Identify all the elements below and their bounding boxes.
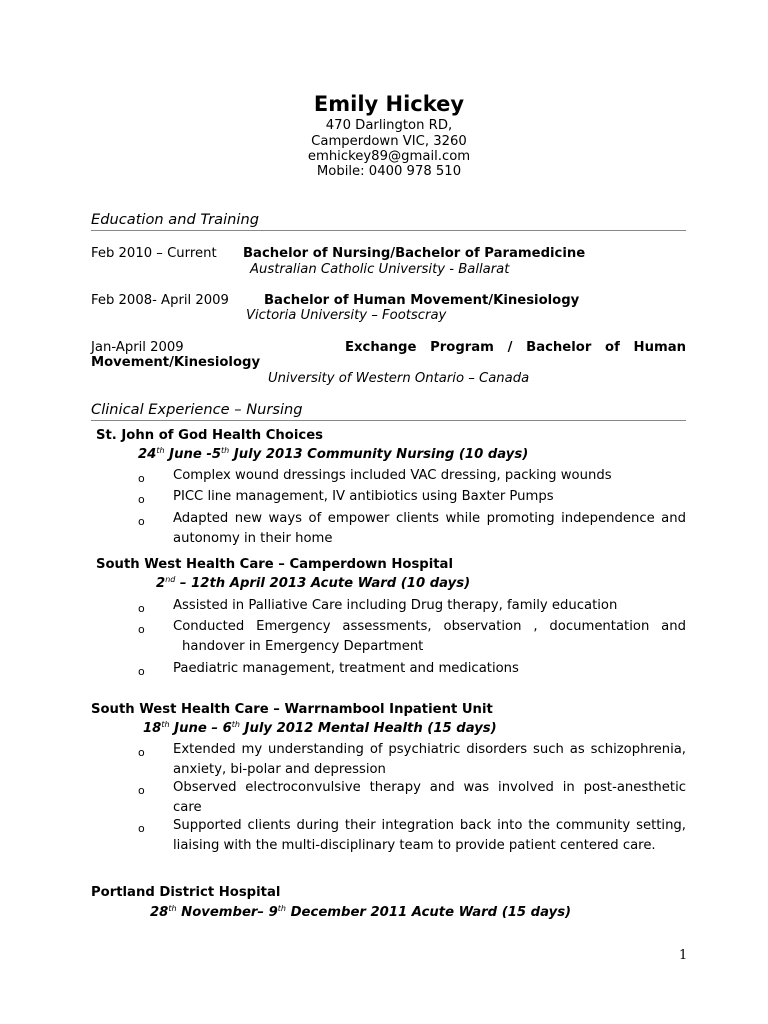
bullet-icon: o	[138, 472, 145, 485]
education-dates: Jan-April 2009	[91, 340, 184, 355]
bullet-icon: o	[138, 602, 145, 615]
bullet-icon: o	[138, 623, 145, 636]
address-line-1: 470 Darlington RD,	[325, 118, 453, 133]
placement-organisation: St. John of God Health Choices	[96, 428, 323, 443]
placement-duty: Paediatric management, treatment and medications	[173, 661, 519, 676]
placement-dates: 2nd – 12th April 2013 Acute Ward (10 days)	[156, 575, 471, 591]
placement-duty: PICC line management, IV antibiotics using Baxter Pumps	[173, 489, 554, 504]
email-address: emhickey89@gmail.com	[307, 149, 471, 164]
clinical-heading: Clinical Experience – Nursing	[91, 401, 303, 418]
education-degree: Exchange Program / Bachelor of Human	[345, 340, 686, 355]
placement-duty: Assisted in Palliative Care including Drug therapy, family education	[173, 598, 618, 613]
placement-dates: 28th November– 9th December 2011 Acute Ward (15 days)	[150, 904, 572, 920]
placement-duty: Adapted new ways of empower clients while promoting independence and autonomy in their home	[173, 511, 686, 546]
placement-duty: Supported clients during their integration back into the community setting, liaising with the multi-disciplinary team to provide patient centered care.	[173, 818, 686, 853]
placement-dates: 24th June -5th July 2013 Community Nursing (10 days)	[138, 446, 529, 462]
bullet-icon: o	[138, 665, 145, 678]
section-divider	[91, 230, 686, 231]
placement-organisation: South West Health Care – Warrnambool Inpatient Unit	[91, 702, 493, 717]
placement-duty: Conducted Emergency assessments, observation , documentation and	[173, 619, 686, 634]
education-institution: University of Western Ontario – Canada	[268, 371, 530, 386]
placement-dates: 18th June – 6th July 2012 Mental Health (15 days)	[143, 720, 497, 736]
bullet-icon: o	[138, 515, 145, 528]
mobile-number: Mobile: 0400 978 510	[316, 164, 462, 179]
bullet-icon: o	[138, 746, 145, 759]
bullet-icon: o	[138, 493, 145, 506]
placement-duty: Observed electroconvulsive therapy and was involved in post-anesthetic care	[173, 780, 686, 815]
placement-duty-continued: handover in Emergency Department	[182, 639, 424, 654]
placement-organisation: South West Health Care – Camperdown Hospital	[96, 557, 453, 572]
education-institution: Australian Catholic University - Ballarat	[250, 262, 510, 277]
page-number: 1	[679, 948, 688, 963]
section-divider	[91, 420, 686, 421]
education-degree-continued: Movement/Kinesiology	[91, 355, 261, 370]
education-dates: Feb 2010 – Current	[91, 246, 217, 261]
placement-organisation: Portland District Hospital	[91, 885, 281, 900]
bullet-icon: o	[138, 822, 145, 835]
candidate-name: Emily Hickey	[313, 92, 465, 116]
education-heading: Education and Training	[91, 211, 259, 228]
placement-duty: Extended my understanding of psychiatric disorders such as schizophrenia, anxiety, bi-polar and depression	[173, 742, 686, 777]
education-dates: Feb 2008- April 2009	[91, 293, 229, 308]
education-institution: Victoria University – Footscray	[246, 308, 447, 323]
placement-duty: Complex wound dressings included VAC dressing, packing wounds	[173, 468, 612, 483]
education-degree: Bachelor of Nursing/Bachelor of Paramedicine	[243, 246, 586, 261]
bullet-icon: o	[138, 784, 145, 797]
education-degree: Bachelor of Human Movement/Kinesiology	[264, 293, 580, 308]
address-line-2: Camperdown VIC, 3260	[311, 134, 467, 149]
